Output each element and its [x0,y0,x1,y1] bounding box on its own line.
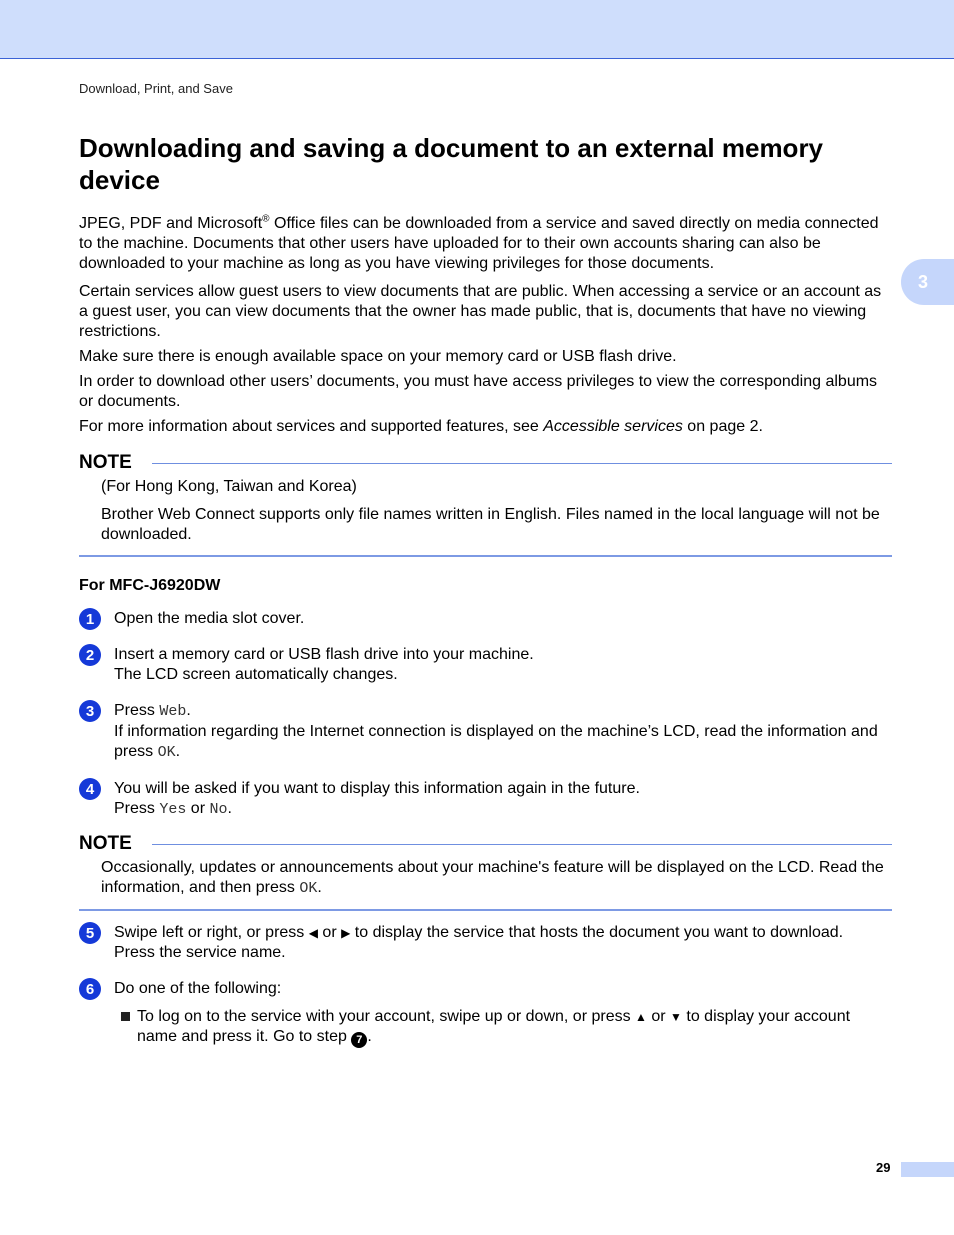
step-5 [79,923,892,963]
bullet-text-part: to display your account name and press it. Go to step [137,1008,851,1045]
square-bullet-icon [121,1012,130,1021]
note-box [79,832,892,911]
step-text-part: Swipe left or right, or press [114,924,309,941]
note-title: NOTE [79,452,132,473]
note-box [79,451,892,557]
registered-mark: ® [262,213,270,225]
step-4 [79,779,892,820]
model-heading: For MFC-J6920DW [79,577,221,594]
intro-paragraph-5 [79,417,892,437]
step-text-part: Press [114,702,160,719]
bullet-text-part: . [367,1028,372,1045]
step-3 [79,701,892,763]
step-reference-icon[interactable]: 7 [351,1032,367,1048]
step-text: You will be asked if you want to display this information again in the future. [114,780,640,797]
key-web: Web [159,703,187,720]
step-text: Insert a memory card or USB flash drive into your machine. [114,646,534,663]
bullet-text-part: To log on to the service with your account, swipe up or down, or press [137,1008,636,1025]
right-arrow-icon: ▶ [341,926,351,940]
step-text [114,722,892,763]
note-line [101,858,892,899]
intro-paragraph-3: Make sure there is enough available space on your memory card or USB flash drive. [79,348,677,365]
step-text: Press the service name. [114,944,286,961]
key-no: No [209,801,228,818]
intro-paragraph-2: Certain services allow guest users to view documents that are public. When accessing a service or an account as a guest user, you can view documents that the owner has made public, that is, documents that have no viewing restrictions. [79,283,882,340]
note-body [79,856,892,911]
note-body [79,475,892,557]
header-band [0,0,954,59]
step-number-icon: 3 [79,700,101,722]
intro-paragraph-1 [79,214,892,274]
left-arrow-icon: ◀ [308,926,318,940]
up-arrow-icon: ▲ [635,1010,647,1024]
step-text-part: If information regarding the Internet connection is displayed on the machine’s LCD, read the information and press [114,723,878,760]
step-6 [79,979,892,999]
intro-paragraph-4: In order to download other users’ documents, you must have access privileges to view the corresponding albums or documents. [79,373,878,410]
note-title: NOTE [79,833,132,854]
step-text [114,923,892,943]
bullet-item [79,1007,892,1048]
page-tab [901,1162,954,1177]
step-text-part: or [186,800,210,817]
note-rule [152,463,892,464]
intro-text: Office files can be downloaded from a service and saved directly on media connected to the machine. Documents that other users have uploaded for to their own accounts sharing can also be downloaded to your machine as long as you have viewing privileges for those documents. [79,215,879,272]
note-text: Occasionally, updates or announcements about your machine's feature will be displayed on the LCD. Read the information, and then press [101,859,884,896]
cross-reference-link[interactable]: Accessible services [543,418,683,435]
step-text-part: or [317,924,342,941]
step-text: The LCD screen automatically changes. [114,666,398,683]
key-ok: OK [299,880,318,897]
page-title: Downloading and saving a document to an external memory device [79,133,824,195]
bullet-text-part: or [646,1008,671,1025]
step-number-icon: 4 [79,778,101,800]
breadcrumb: Download, Print, and Save [79,81,233,96]
step-text-part: . [227,800,232,817]
page-number: 29 [876,1160,891,1175]
page-content [79,132,892,1048]
step-text: Open the media slot cover. [114,610,305,627]
step-text [114,799,892,820]
step-number-icon: 5 [79,922,101,944]
note-rule [152,844,892,845]
bullet-text [137,1007,892,1048]
key-ok: OK [157,744,176,761]
key-yes: Yes [159,801,187,818]
note-header [79,832,892,856]
down-arrow-icon: ▼ [670,1010,682,1024]
step-number-icon: 1 [79,608,101,630]
step-text-part: . [186,702,191,719]
step-text-part: . [175,743,181,760]
chapter-tab: 3 [901,259,954,305]
intro-text: on page 2. [682,418,763,435]
step-1 [79,609,892,629]
note-header [79,451,892,475]
step-number-icon: 2 [79,644,101,666]
step-text: Do one of the following: [114,980,282,997]
step-text-part: to display the service that hosts the document you want to download. [350,924,844,941]
note-line: Brother Web Connect supports only file names written in English. Files named in the local language will not be downloaded. [101,506,880,543]
step-number-icon: 6 [79,978,101,1000]
step-2 [79,645,892,685]
step-text [114,701,892,722]
intro-text: JPEG, PDF and Microsoft [79,215,263,232]
step-text-part: Press [114,800,160,817]
note-text: . [317,879,322,896]
intro-text: For more information about services and supported features, see [79,418,544,435]
note-line: (For Hong Kong, Taiwan and Korea) [101,478,357,495]
